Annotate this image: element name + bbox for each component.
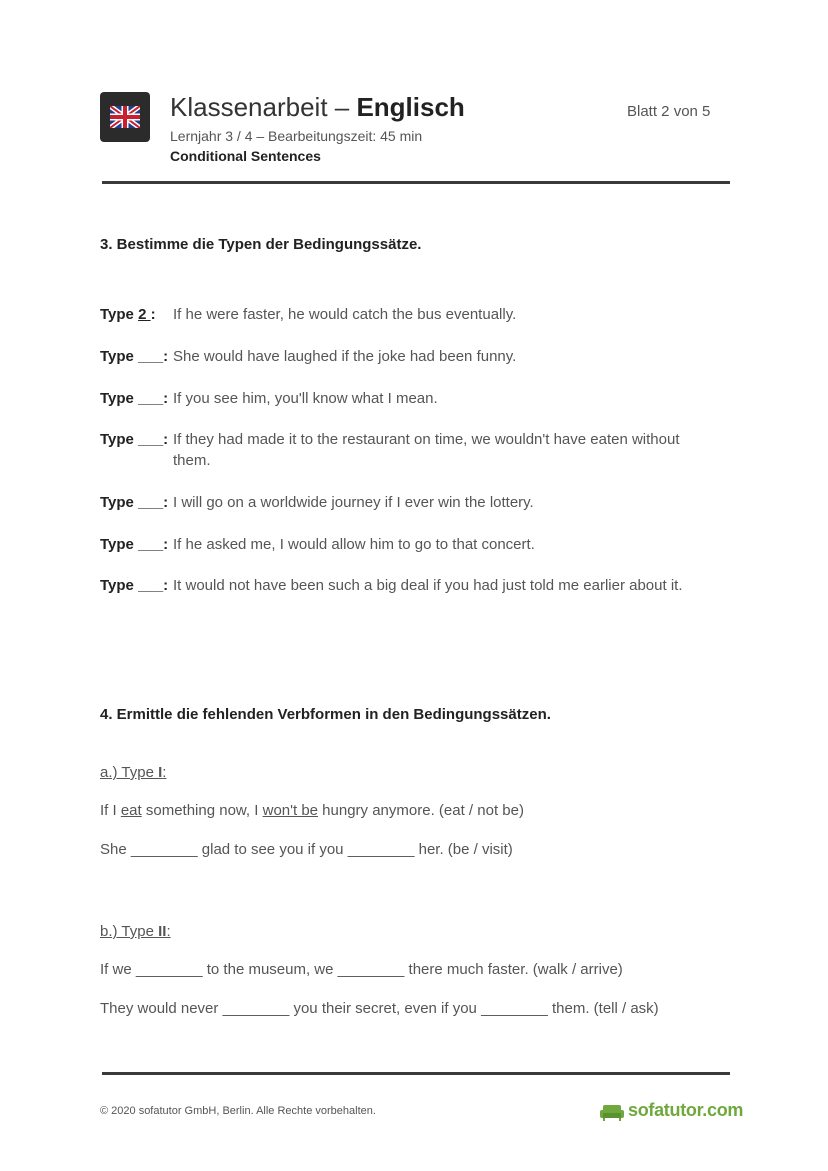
task3-sentence: It would not have been such a big deal if you had just told me earlier about it.: [173, 577, 683, 594]
part-b-sentence-1[interactable]: If we ________ to the museum, we ________ there much faster. (walk / arrive): [100, 961, 623, 978]
task3-sentence: I will go on a worldwide journey if I ever win the lottery.: [173, 494, 534, 511]
task3-sentence: If you see him, you'll know what I mean.: [173, 390, 438, 407]
task4-heading: 4. Ermittle die fehlenden Verbformen in den Bedingungssätzen.: [100, 706, 551, 723]
task3-sentence: If he asked me, I would allow him to go to that concert.: [173, 536, 535, 553]
type-blank[interactable]: ___: [138, 494, 164, 511]
uk-flag-icon: [100, 92, 150, 142]
copyright: © 2020 sofatutor GmbH, Berlin. Alle Rechte vorbehalten.: [100, 1105, 376, 1117]
part-b-sentence-2[interactable]: They would never ________ you their secret, even if you ________ them. (tell / ask): [100, 1000, 659, 1017]
type-blank[interactable]: ___: [138, 431, 164, 448]
page-title: Klassenarbeit – Englisch: [170, 92, 465, 122]
topic-title: Conditional Sentences: [170, 148, 321, 164]
type-blank[interactable]: ___: [138, 536, 164, 553]
sofa-icon: [600, 1102, 624, 1122]
type-blank[interactable]: ___: [138, 390, 164, 407]
type-blank[interactable]: ___: [138, 348, 164, 365]
page-indicator: Blatt 2 von 5: [627, 103, 711, 120]
task3-sentence: She would have laughed if the joke had been funny.: [173, 348, 517, 365]
header-divider: [102, 181, 730, 184]
footer-divider: [102, 1072, 730, 1075]
task3-sentence: If they had made it to the restaurant on time, we wouldn't have eaten without them.: [173, 431, 680, 469]
sofatutor-logo: sofatutor.com: [600, 1100, 730, 1124]
part-a-label: a.) Type I:: [100, 764, 167, 781]
type-blank[interactable]: 2: [138, 306, 151, 323]
part-a-example: If I eat something now, I won't be hungry anymore. (eat / not be): [100, 802, 524, 819]
type-blank[interactable]: ___: [138, 577, 164, 594]
task3-sentence: If he were faster, he would catch the bus eventually.: [173, 306, 517, 323]
part-b-label: b.) Type II:: [100, 923, 171, 940]
subtitle: Lernjahr 3 / 4 – Bearbeitungszeit: 45 min: [170, 128, 423, 144]
task3-heading: 3. Bestimme die Typen der Bedingungssätze.: [100, 236, 422, 253]
part-a-sentence[interactable]: She ________ glad to see you if you ________ her. (be / visit): [100, 841, 513, 858]
